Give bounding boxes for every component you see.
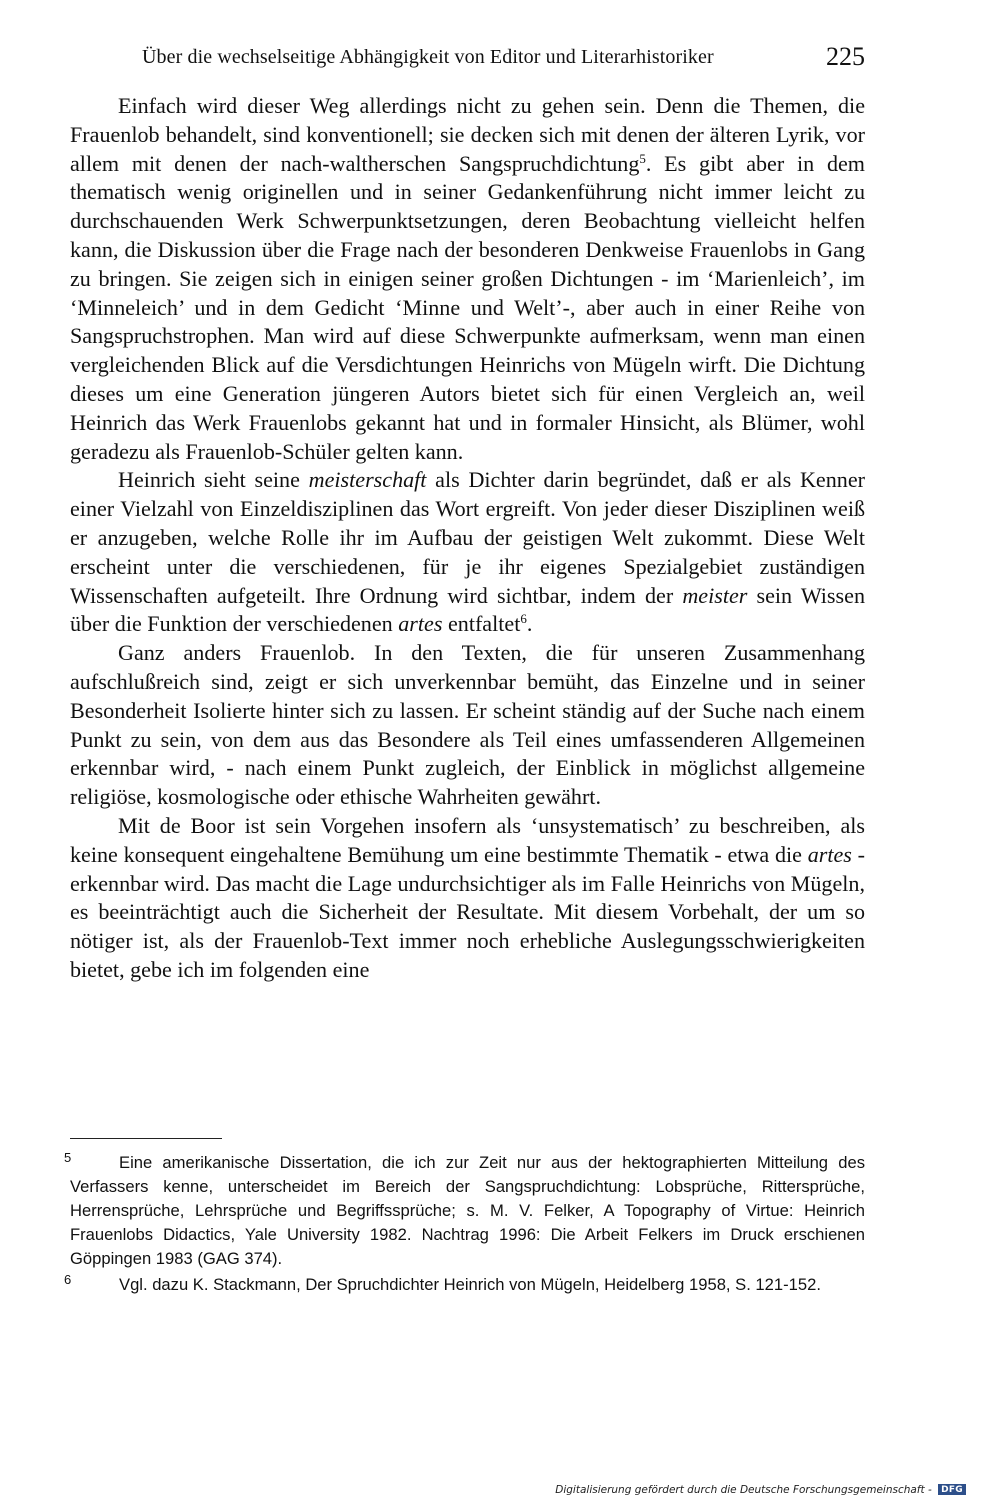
- paragraph: [70, 812, 865, 985]
- running-head: [70, 40, 865, 80]
- footnote-marker: 6: [520, 611, 527, 627]
- emphasized-term: artes: [807, 841, 852, 867]
- emphasized-term: meisterschaft: [308, 467, 427, 493]
- running-title: Über die wechselseitige Abhängigkeit von Editor und Literarhistoriker: [142, 46, 714, 68]
- page-number: 225: [826, 42, 865, 71]
- text-run: als Dichter darin begründet, daß er als Kenner einer Vielzahl von Einzeldisziplinen das Wort ergreift. Von jeder dieser Disziplinen weiß er anzugeben, welche Rolle ihr im Aufbau der geistigen Welt zukommt. Diese Welt erscheint unter die verschiedenen, für je ihr eigenes Spezialgebiet zuständigen Wissenschaften aufgeteilt. Ihre Ordnung wird sichtbar, indem der: [70, 467, 865, 608]
- emphasized-term: meister: [682, 582, 748, 608]
- text-run: Mit de Boor ist sein Vorgehen insofern als ‘unsystematisch’ zu beschreiben, als keine konsequent eingehaltene Bemühung um eine bestimmte Thematik - etwa die: [70, 812, 865, 867]
- footnotes: [64, 1150, 865, 1299]
- paragraph: [70, 466, 865, 639]
- text-run: Einfach wird dieser Weg allerdings nicht zu gehen sein. Denn die Themen, die Frauenlob behandelt, sind konventionell; sie decken sich mit denen der älteren Lyrik, vor allem mit denen der nach-waltherschen Sangspruchdichtung: [70, 93, 865, 176]
- text-run: . Es gibt aber in dem thematisch wenig originellen und in seiner Gedankenführung nicht immer leicht zu durchschauenden Werk Schwerpunktsetzungen, deren Beobachtung vielleicht helfen kann, die Diskussion über die Frage nach der besonderen Denkweise Frauenlobs in Gang zu bringen. Sie zeigen sich in einigen seiner großen Dichtungen - im ‘Marienleich’, im ‘Minneleich’ und in dem Gedicht ‘Minne und Welt’-, aber auch in einer Reihe von Sangspruchstrophen. Man wird auf diese Schwerpunkte aufmerksam, wenn man einen vergleichenden Blick auf die Versdichtungen Heinrichs von Mügeln wirft. Die Dichtung dieses um eine Generation jüngeren Autors bietet sich für einen Vergleich an, weil Heinrich das Werk Frauenlobs gekannt hat und in formaler Hinsicht, als Blümer, wohl geradezu als Frauenlob-Schüler gelten kann.: [70, 150, 865, 464]
- text-run: - erkennbar wird. Das macht die Lage undurchsichtiger als im Falle Heinrichs von Mügeln, es beeinträchtigt auch die Sicherheit der Resultate. Mit diesem Vorbehalt, der um so nötiger ist, als der Frauenlob-Text immer noch erhebliche Auslegungsschwierigkeiten bietet, gebe ich im folgenden eine: [70, 841, 865, 982]
- dfg-logo: DFG: [938, 1484, 966, 1495]
- footnote: [64, 1150, 865, 1271]
- footnote-text: Eine amerikanische Dissertation, die ich zur Zeit nur aus der hektographierten Mitteilung des Verfassers kenne, unterscheidet im Bereich der Sangspruchdichtung: Lobsprüche, Rittersprüche, Herrensprüche, Lehrsprüche und Begriffssprüche; s. M. V. Felker, A Topography of Virtue: Heinrich Frauenlobs Didactics, Yale University 1982. Nachtrag 1996: Die Arbeit Felkers im Druck erschienen Göppingen 1983 (GAG 374).: [70, 1153, 865, 1268]
- paragraph: [70, 639, 865, 812]
- text-run: Ganz anders Frauenlob. In den Texten, die für unseren Zusammenhang aufschlußreich sind, zeigt er sich unverkennbar bemüht, das Einzelne und in seiner Besonderheit Isolierte hinter sich zu lassen. Er scheint ständig auf der Suche nach einem Punkt zu sein, von dem aus das Besondere als Teil eines umfassenderen Allgemeinen erkennbar wird, - nach einem Punkt zugleich, der Einblick in möglichst allgemeine religiöse, kosmologische oder ethische Wahrheiten gewährt.: [70, 640, 865, 810]
- footnote-text: Vgl. dazu K. Stackmann, Der Spruchdichter Heinrich von Mügeln, Heidelberg 1958, S. 121-152.: [119, 1275, 821, 1294]
- paragraph: [70, 92, 865, 466]
- digitization-credit-text: Digitalisierung gefördert durch die Deutsche Forschungsgemeinschaft -: [555, 1484, 932, 1496]
- footnote: [64, 1272, 865, 1297]
- digitization-credit: [555, 1484, 966, 1496]
- footnote-number: 6: [64, 1272, 72, 1287]
- text-run: sein Wissen über die Funktion der verschiedenen: [70, 582, 865, 637]
- text-run: .: [526, 611, 533, 637]
- text-run: Heinrich sieht seine: [118, 467, 309, 493]
- footnote-divider: [70, 1138, 222, 1139]
- footnote-number: 5: [64, 1150, 72, 1165]
- footnote-marker: 5: [639, 150, 646, 166]
- body-text: [70, 92, 865, 985]
- emphasized-term: artes: [398, 611, 443, 637]
- text-run: entfaltet: [442, 611, 521, 637]
